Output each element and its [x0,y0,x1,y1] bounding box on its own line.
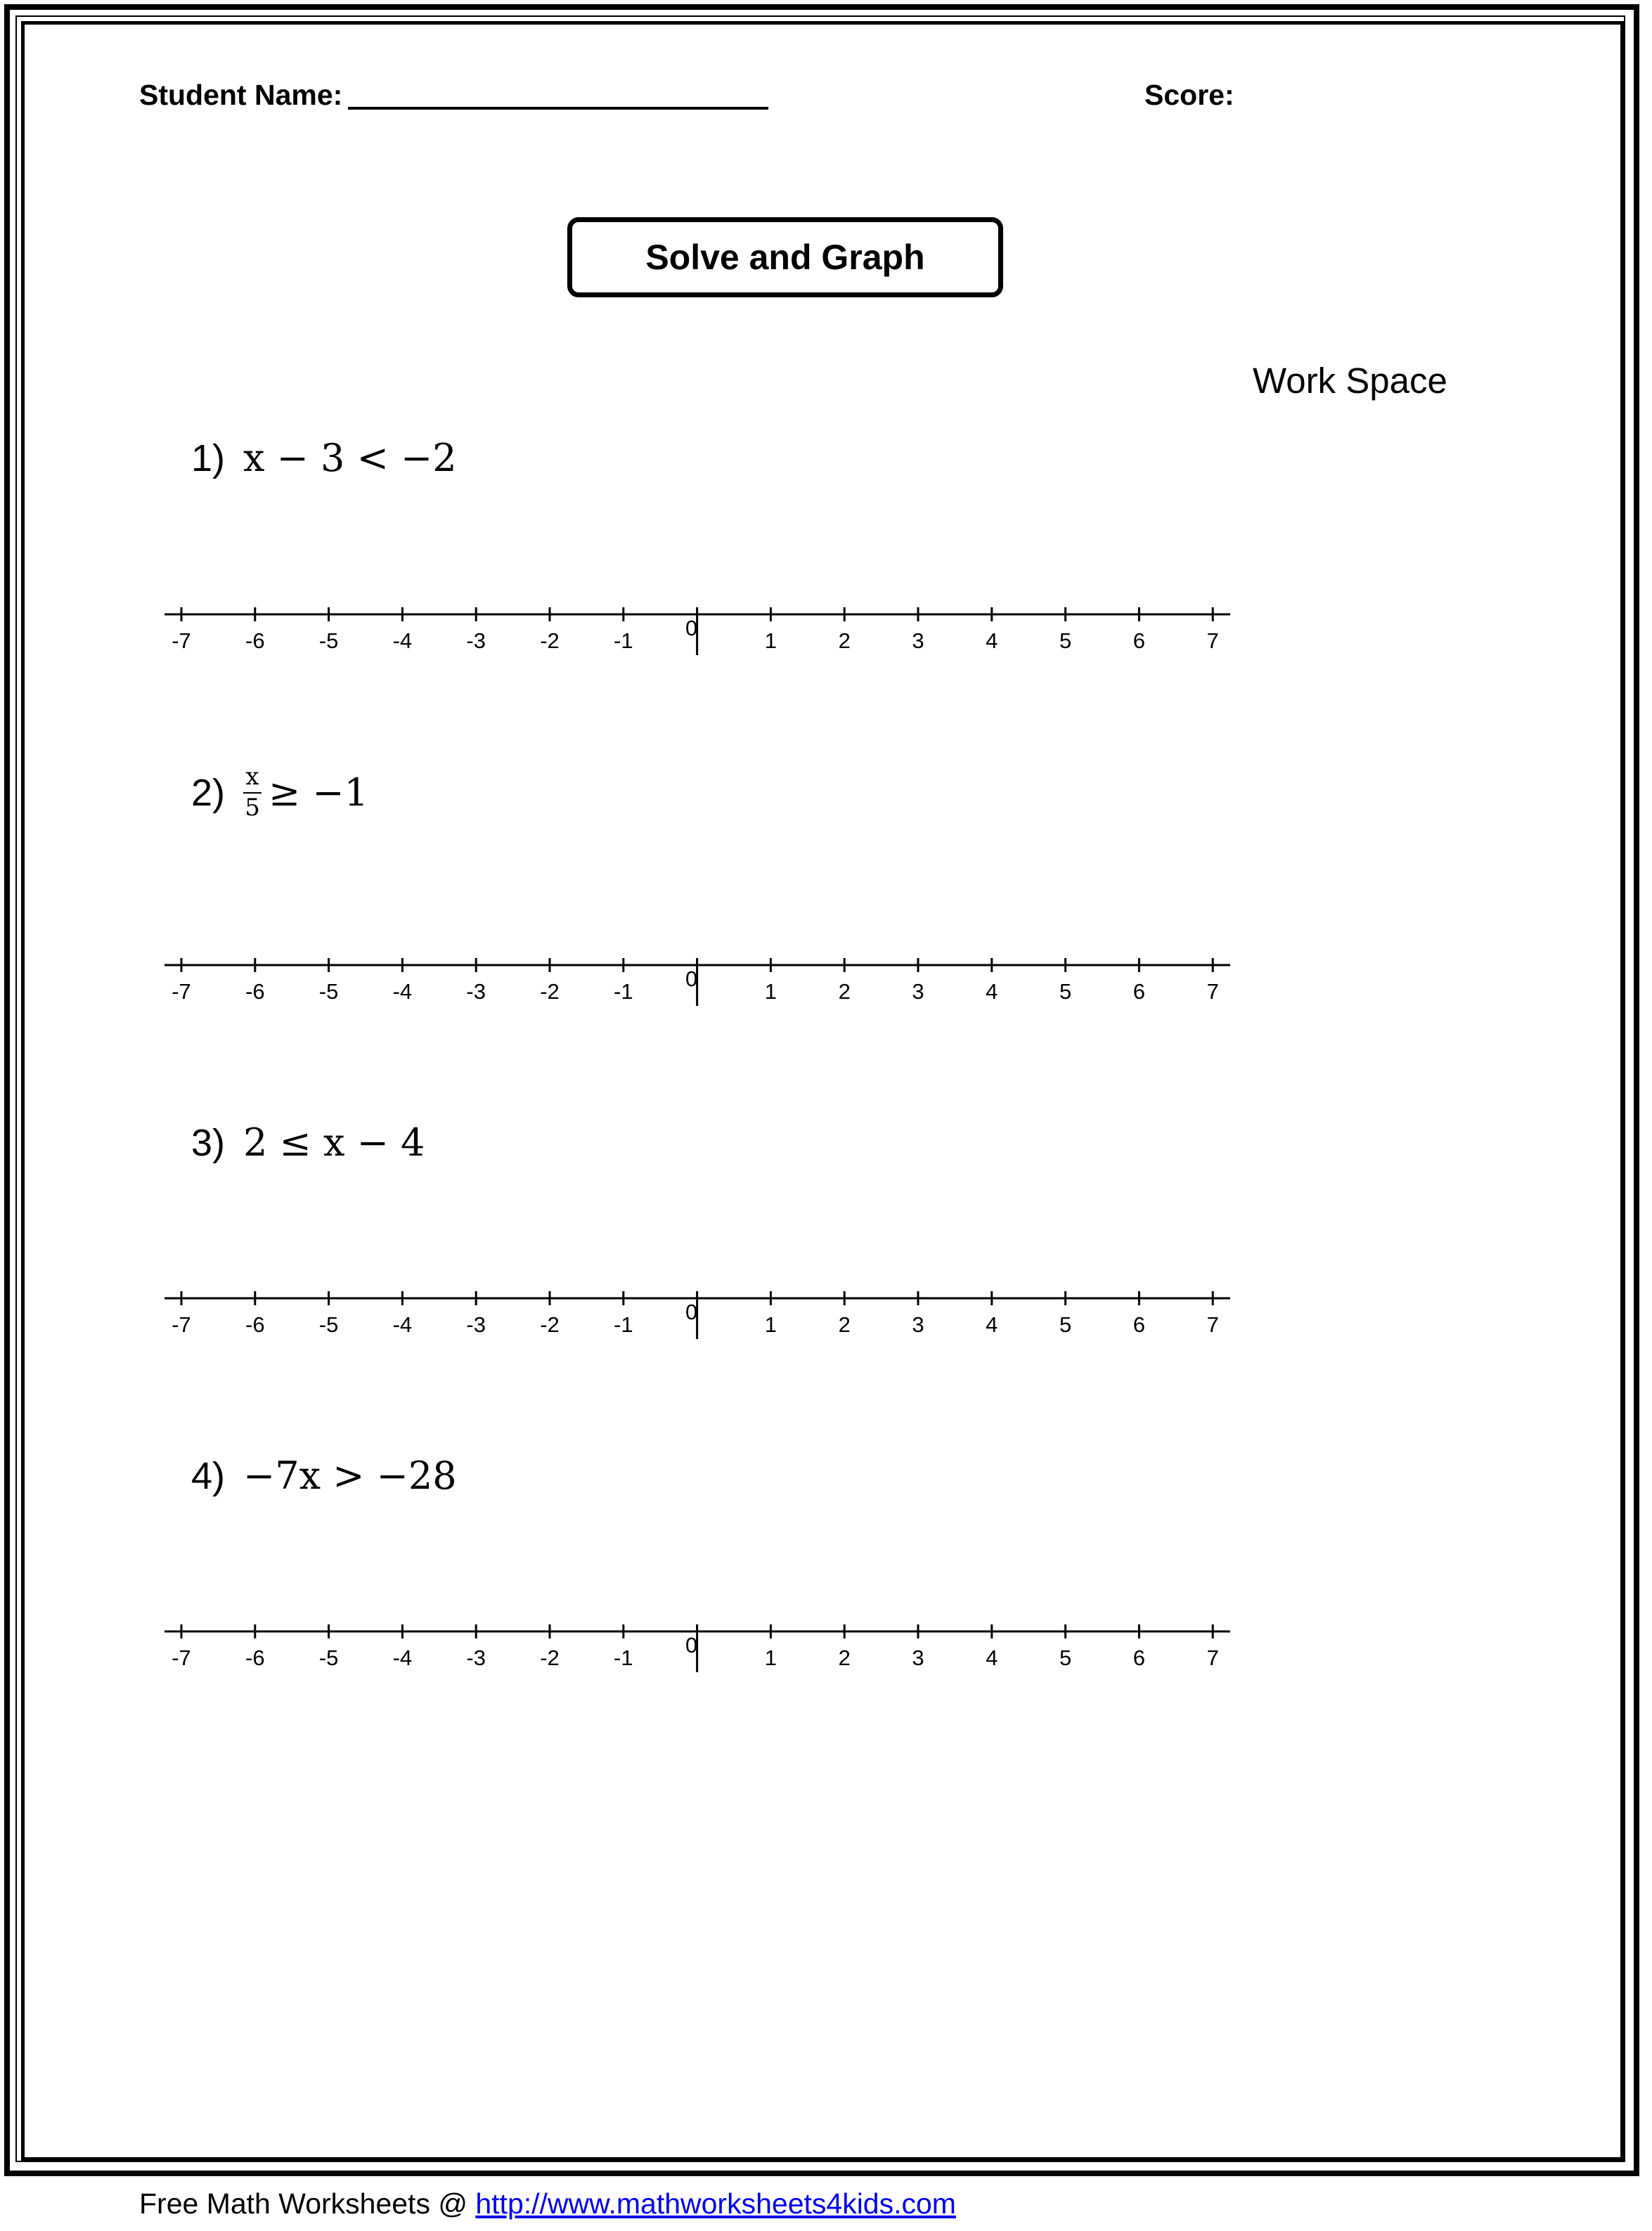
footer [139,2187,956,2220]
number-line-tick-label: 5 [1059,1645,1072,1670]
number-line-tick-label: 0 [685,616,698,640]
number-line-tick-label: -4 [392,979,413,1004]
number-line-2[interactable] [162,941,1230,1011]
number-line-tick-label: 0 [685,1300,698,1324]
number-line-tick-label: -2 [540,1645,560,1670]
number-line-tick-label: -6 [245,1645,265,1670]
page-border-inner [21,21,1624,2161]
number-line-tick-label: 2 [838,979,851,1004]
number-line-tick-label: 0 [685,1633,698,1657]
number-line-tick-label: 2 [838,1645,851,1670]
number-line-tick-label: 4 [986,979,998,1004]
number-line-tick-label: 1 [764,979,777,1004]
number-line-tick-label: -3 [466,628,486,653]
number-line-tick-label: 3 [912,1645,924,1670]
number-line-tick-label: 6 [1132,1645,1146,1670]
number-line-tick-label: -1 [614,1312,633,1337]
number-line-tick-label: 1 [764,1312,777,1337]
fraction [243,765,262,820]
number-line-tick-label: 1 [764,628,777,653]
problem-number: 4) [191,1454,226,1497]
number-line-tick-label: 3 [912,1312,924,1337]
number-line-tick-label: -5 [318,1645,339,1670]
number-line-tick-label: -2 [540,1312,560,1337]
number-line-tick-label: 4 [986,628,998,653]
student-name-label: Student Name: [139,79,343,111]
score-label: Score: [1144,79,1234,111]
number-line-tick-label: -1 [614,979,633,1004]
number-line-tick-label: 5 [1059,979,1072,1004]
number-line-tick-label: 6 [1132,628,1146,653]
problem-expression: 2 ≤ x − 4 [243,1120,425,1165]
number-line-1[interactable] [162,590,1230,661]
number-line-tick-label: -3 [466,1312,486,1337]
number-line-tick-label: -5 [318,1312,339,1337]
problem-expression: ≥ −1 [269,770,369,815]
number-line-tick-label: 4 [986,1312,998,1337]
problem-2 [191,765,368,820]
fraction-numerator: x [245,763,259,791]
worksheet-title: Solve and Graph [567,217,1003,297]
number-line-tick-label: -4 [392,1645,413,1670]
number-line-tick-label: -1 [614,628,633,653]
problem-expression: −7x > −28 [243,1454,457,1498]
number-line-tick-label: -4 [392,628,413,653]
number-line-tick-label: -3 [466,979,486,1004]
number-line-tick-label: -6 [245,628,265,653]
number-line-tick-label: 7 [1206,1645,1219,1670]
number-line-tick-label: -7 [172,1645,191,1670]
number-line-tick-label: -2 [540,979,560,1004]
number-line-tick-label: -7 [172,979,191,1004]
number-line-tick-label: 5 [1059,628,1072,653]
number-line-tick-label: -5 [318,979,339,1004]
number-line-tick-label: -3 [466,1645,486,1670]
number-line-tick-label: -1 [614,1645,633,1670]
number-line-tick-label: -6 [245,1312,265,1337]
number-line-tick-label: 7 [1206,1312,1219,1337]
number-line-3[interactable] [162,1274,1230,1345]
number-line-tick-label: 3 [912,979,924,1004]
problem-number: 2) [191,771,226,814]
number-line-tick-label: 4 [986,1645,998,1670]
number-line-tick-label: -7 [172,628,191,653]
number-line-tick-label: 1 [764,1645,777,1670]
work-space-label: Work Space [1253,361,1447,401]
problem-number: 1) [191,436,226,479]
number-line-tick-label: 7 [1206,979,1219,1004]
number-line-tick-label: 2 [838,1312,851,1337]
number-line-tick-label: 5 [1059,1312,1072,1337]
number-line-tick-label: -2 [540,628,560,653]
number-line-4[interactable] [162,1608,1230,1678]
number-line-tick-label: 6 [1132,979,1146,1004]
number-line-tick-label: -7 [172,1312,191,1337]
number-line-tick-label: -6 [245,979,265,1004]
footer-text: Free Math Worksheets @ [139,2187,476,2220]
number-line-tick-label: -4 [392,1312,413,1337]
problem-number: 3) [191,1121,226,1164]
student-name-line[interactable] [348,107,768,110]
problem-4 [191,1454,457,1498]
number-line-tick-label: 2 [838,628,851,653]
problem-1 [191,436,457,480]
footer-link[interactable]: http://www.mathworksheets4kids.com [475,2187,956,2220]
number-line-tick-label: -5 [318,628,339,653]
number-line-tick-label: 6 [1132,1312,1146,1337]
problem-3 [191,1120,425,1165]
number-line-tick-label: 0 [685,966,698,991]
number-line-tick-label: 7 [1206,628,1219,653]
fraction-denominator: 5 [245,793,260,822]
problem-expression: x − 3 < −2 [243,436,457,480]
number-line-tick-label: 3 [912,628,924,653]
